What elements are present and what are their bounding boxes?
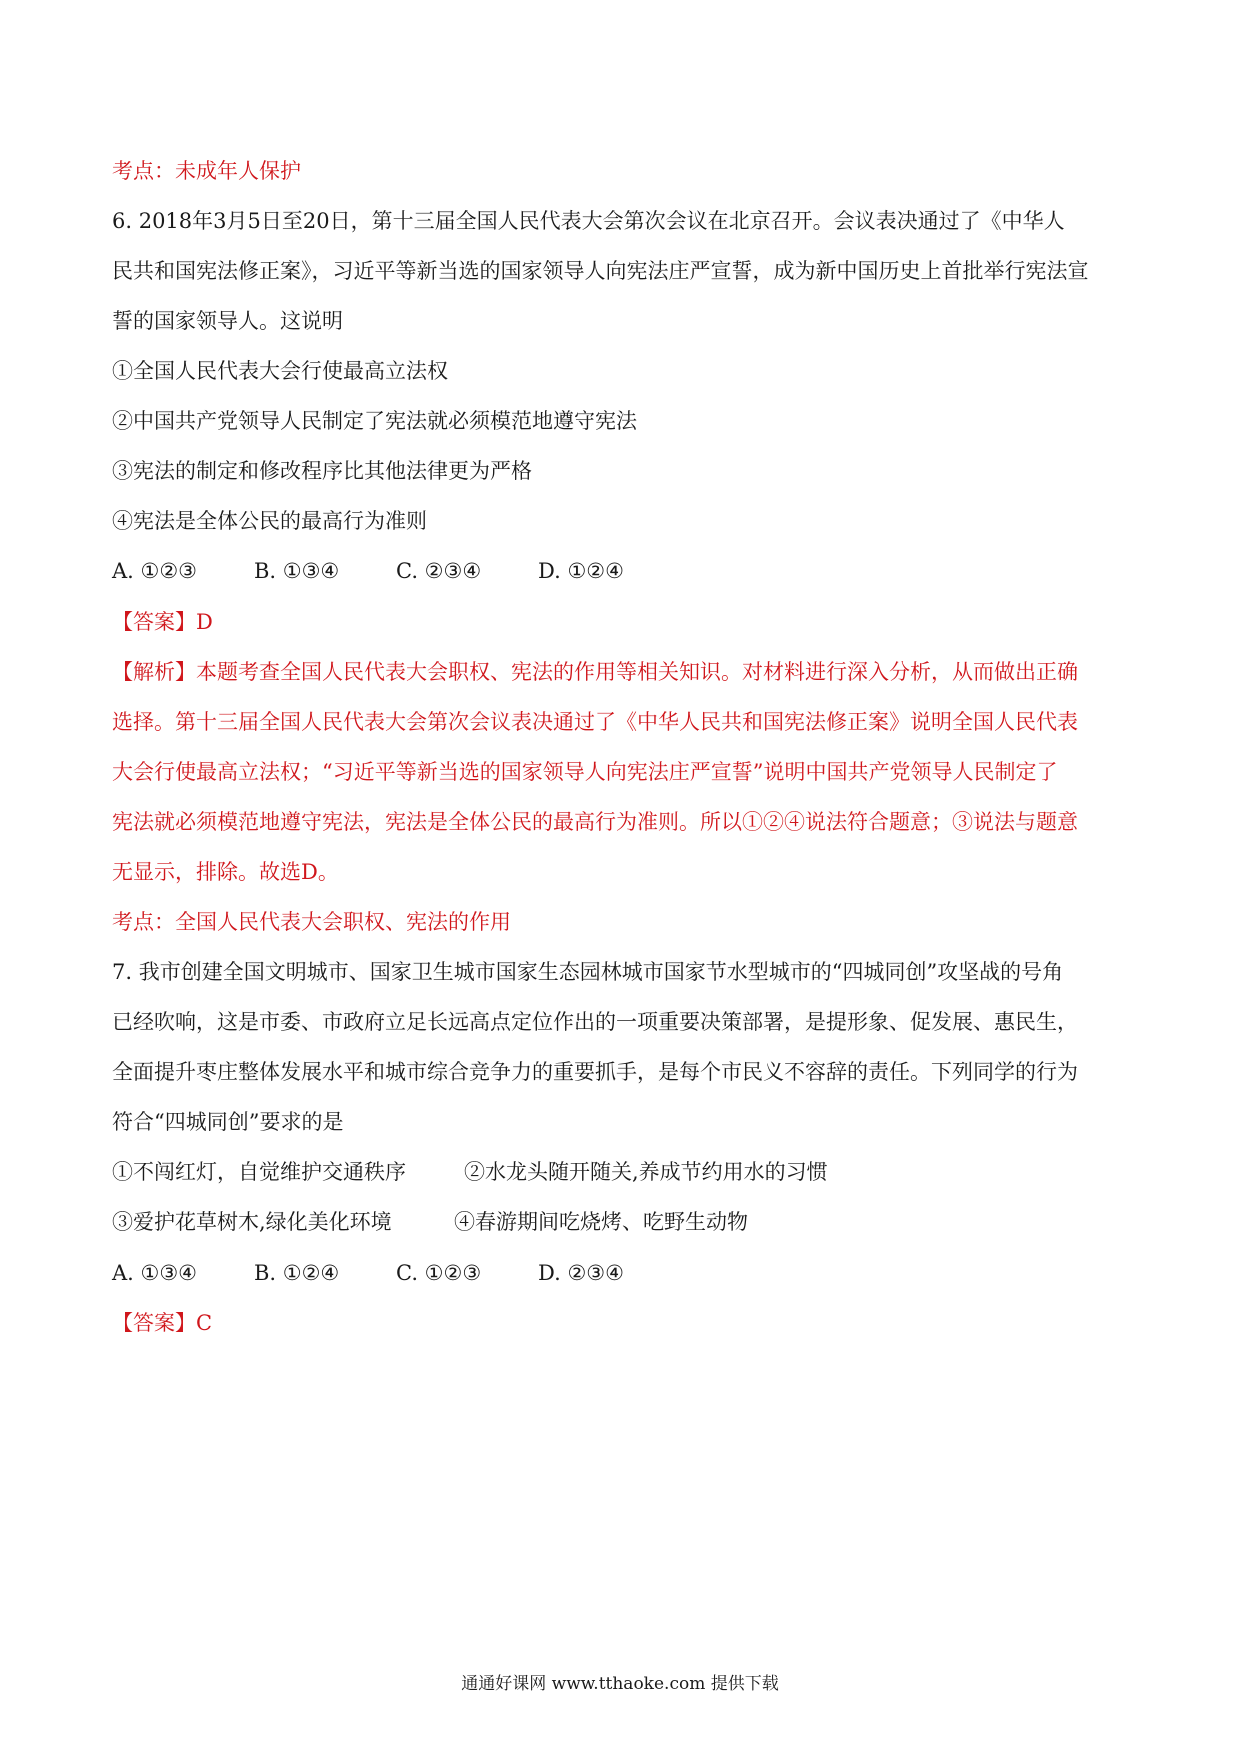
q6-analysis-line-1: 【解析】本题考查全国人民代表大会职权、宪法的作用等相关知识。对材料进行深入分析，从而做出正确 bbox=[112, 660, 1078, 684]
q7-option-c: C. ①②③ bbox=[396, 1261, 482, 1285]
q6-analysis-line-4: 宪法就必须模范地遵守宪法，宪法是全体公民的最高行为准则。所以①②④说法符合题意；③说法与题意 bbox=[112, 810, 1078, 834]
q6-statement-1: ①全国人民代表大会行使最高立法权 bbox=[112, 359, 448, 383]
q6-option-b: B. ①③④ bbox=[254, 559, 340, 583]
q7-option-d: D. ②③④ bbox=[538, 1261, 624, 1285]
q7-option-b: B. ①②④ bbox=[254, 1261, 340, 1285]
q7-stem-line-1: 7. 我市创建全国文明城市、国家卫生城市国家生态园林城市国家节水型城市的“四城同创”攻坚战的号角 bbox=[112, 960, 1064, 984]
q6-statement-2: ②中国共产党领导人民制定了宪法就必须模范地遵守宪法 bbox=[112, 409, 637, 433]
q6-option-c: C. ②③④ bbox=[396, 559, 482, 583]
q6-option-d: D. ①②④ bbox=[538, 559, 624, 583]
q7-statement-1: ①不闯红灯，自觉维护交通秩序 bbox=[112, 1160, 406, 1184]
q6-stem-line-2: 民共和国宪法修正案》，习近平等新当选的国家领导人向宪法庄严宣誓，成为新中国历史上首批举行宪法宣 bbox=[112, 259, 1089, 283]
q7-statement-4: ④春游期间吃烧烤、吃野生动物 bbox=[454, 1210, 748, 1234]
q6-options bbox=[112, 556, 624, 586]
q6-analysis-line-2: 选择。第十三届全国人民代表大会第次会议表决通过了《中华人民共和国宪法修正案》说明全国人民代表 bbox=[112, 710, 1078, 734]
q7-answer: 【答案】C bbox=[112, 1311, 213, 1335]
q7-statements-row-1 bbox=[112, 1157, 828, 1187]
q6-stem-line-3: 誓的国家领导人。这说明 bbox=[112, 309, 343, 333]
q7-statements-row-2 bbox=[112, 1207, 748, 1237]
q6-answer: 【答案】D bbox=[112, 610, 213, 634]
q6-statement-4: ④宪法是全体公民的最高行为准则 bbox=[112, 509, 427, 533]
q6-stem-line-1: 6. 2018年3月5日至20日，第十三届全国人民代表大会第次会议在北京召开。会议表决通过了《中华人 bbox=[112, 209, 1065, 233]
q5-kaodian: 考点：未成年人保护 bbox=[112, 159, 301, 183]
q6-analysis-line-3: 大会行使最高立法权；“习近平等新当选的国家领导人向宪法庄严宣誓”说明中国共产党领导人民制定了 bbox=[112, 760, 1058, 784]
q6-kaodian: 考点：全国人民代表大会职权、宪法的作用 bbox=[112, 910, 511, 934]
q7-options bbox=[112, 1258, 624, 1288]
q7-stem-line-2: 已经吹响，这是市委、市政府立足长远高点定位作出的一项重要决策部署，是提形象、促发展、惠民生， bbox=[112, 1010, 1078, 1034]
q7-stem-line-3: 全面提升枣庄整体发展水平和城市综合竞争力的重要抓手，是每个市民义不容辞的责任。下列同学的行为 bbox=[112, 1060, 1078, 1084]
q6-option-a: A. ①②③ bbox=[112, 559, 197, 583]
q7-statement-2: ②水龙头随开随关,养成节约用水的习惯 bbox=[464, 1160, 828, 1184]
page-footer: 通通好课网 www.tthaoke.com 提供下载 bbox=[461, 1674, 779, 1694]
q7-statement-3: ③爱护花草树木,绿化美化环境 bbox=[112, 1210, 392, 1234]
q7-stem-line-4: 符合“四城同创”要求的是 bbox=[112, 1110, 344, 1134]
q7-option-a: A. ①③④ bbox=[112, 1261, 197, 1285]
q6-analysis-line-5: 无显示，排除。故选D。 bbox=[112, 860, 339, 884]
q6-statement-3: ③宪法的制定和修改程序比其他法律更为严格 bbox=[112, 459, 532, 483]
